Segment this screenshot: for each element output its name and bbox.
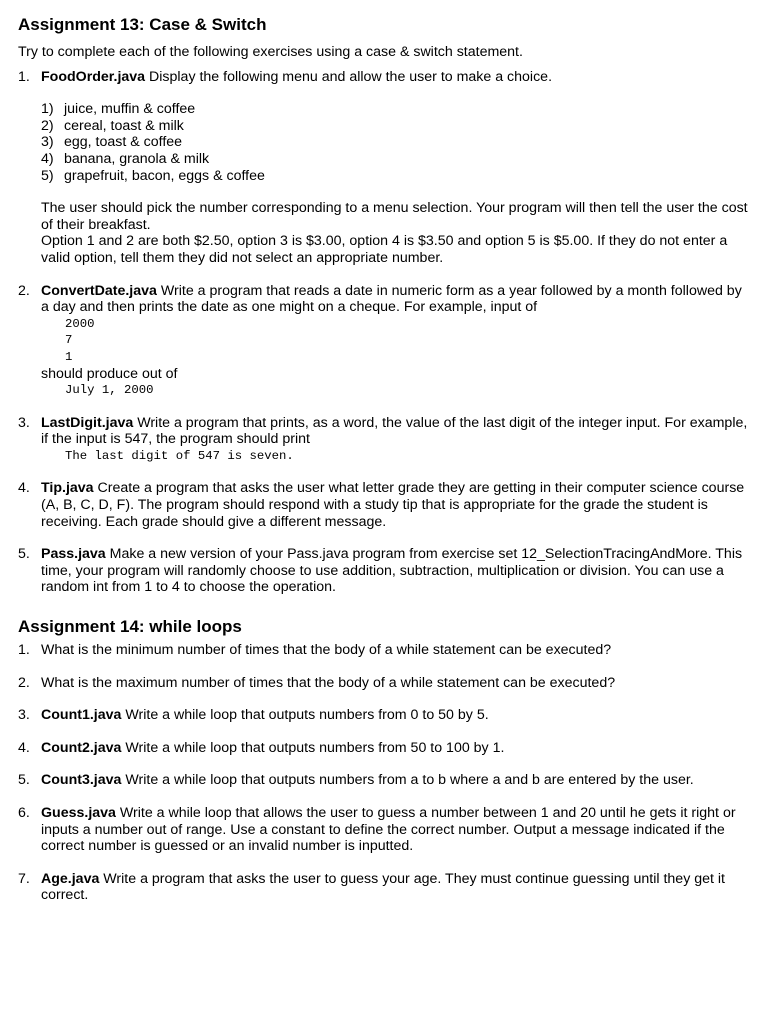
exercise-filename: Tip.java: [41, 480, 94, 497]
exercise-filename: Guess.java: [41, 805, 116, 821]
exercise-description: [41, 480, 753, 530]
assignment-13-intro: Try to complete each of the following exercises using a case & switch statement.: [18, 44, 523, 60]
exercise-text: Write a while loop that allows the user to guess a number between 1 and 20 until he gets it right or inputs a number out of range. Use a constant to define the correct number. Output a message indicated if the correct number is guessed or an invalid number is inputted.: [41, 805, 736, 855]
menu-item: [41, 134, 753, 151]
menu-item-number: 1): [41, 101, 54, 118]
exercise-number: 7.: [18, 870, 30, 887]
menu-item-text: juice, muffin & coffee: [64, 101, 196, 118]
exercise-description: [41, 740, 753, 757]
assignment-14-list: [18, 642, 753, 904]
exercise-description: [41, 675, 753, 692]
exercise-description: [41, 871, 753, 904]
exercise-14-3: [18, 707, 753, 724]
exercise-description: [41, 69, 753, 86]
exercise-description: [41, 415, 753, 448]
code-sample-line: 1: [65, 349, 73, 364]
exercise-number: 1.: [18, 642, 30, 659]
exercise-14-6: [18, 805, 753, 855]
menu-item-text: egg, toast & coffee: [64, 134, 183, 151]
exercise-description: [41, 283, 753, 316]
exercise-13-1: [18, 69, 753, 267]
assignment-14-title: Assignment 14: while loops: [18, 617, 242, 637]
document-page: [18, 14, 753, 904]
exercise-text: Write a program that prints, as a word, the value of the last digit of the integer input. For example, if the input is 547, the program should print: [41, 414, 748, 448]
exercise-filename: Count2.java: [41, 739, 122, 756]
exercise-description: [41, 772, 753, 789]
exercise-paragraph: Option 1 and 2 are both $2.50, option 3 is $3.00, option 4 is $3.50 and option 5 is $5.00. If they do not enter a valid option, tell them they did not select an appropriate number.: [41, 233, 728, 266]
exercise-14-2: [18, 675, 753, 692]
exercise-text: Make a new version of your Pass.java program from exercise set 12_SelectionTracingAndMore. This time, your program will randomly choose to use addition, subtraction, multiplication or division. You can use a random int from 1 to 4 to choose the operation.: [41, 546, 743, 596]
exercise-number: 2.: [18, 674, 30, 691]
code-sample-line: The last digit of 547 is seven.: [65, 448, 294, 463]
exercise-filename: Count3.java: [41, 772, 122, 789]
exercise-filename: Count1.java: [41, 707, 122, 724]
code-sample-line: July 1, 2000: [65, 383, 154, 398]
exercise-text: Write a while loop that outputs numbers from 50 to 100 by 1.: [121, 739, 505, 756]
exercise-text: Write a while loop that outputs numbers from a to b where a and b are entered by the user.: [121, 772, 694, 789]
exercise-13-5: [18, 546, 753, 596]
exercise-filename: LastDigit.java: [41, 414, 134, 431]
exercise-number: 4.: [18, 739, 30, 756]
exercise-number: 5.: [18, 546, 30, 563]
exercise-14-7: [18, 871, 753, 904]
assignment-13-title: Assignment 13: Case & Switch: [18, 15, 267, 34]
exercise-14-1: [18, 642, 753, 659]
exercise-13-4: [18, 480, 753, 530]
menu-item-number: 3): [41, 134, 54, 151]
menu-item-text: grapefruit, bacon, eggs & coffee: [64, 167, 265, 184]
exercise-text: Write a while loop that outputs numbers from 0 to 50 by 5.: [121, 707, 489, 724]
exercise-filename: ConvertDate.java: [41, 282, 157, 299]
menu-item: [41, 101, 753, 118]
code-sample-line: 2000: [65, 316, 95, 331]
exercise-description: [41, 642, 753, 659]
menu-item-text: cereal, toast & milk: [64, 117, 184, 134]
menu-item: [41, 118, 753, 135]
assignment-13-list: [18, 69, 753, 596]
exercise-number: 2.: [18, 282, 30, 299]
exercise-14-4: [18, 740, 753, 757]
menu-item-number: 2): [41, 117, 54, 134]
exercise-description: [41, 805, 753, 855]
exercise-number: 4.: [18, 480, 30, 497]
exercise-paragraph: should produce out of: [41, 365, 178, 382]
exercise-filename: Pass.java: [41, 546, 106, 563]
menu-item: [41, 151, 753, 168]
exercise-number: 1.: [18, 68, 30, 85]
exercise-text: Write a program that reads a date in numeric form as a year followed by a month followed by a day and then prints the date as one might on a cheque. For example, input of: [41, 282, 742, 316]
exercise-13-3: [18, 415, 753, 465]
exercise-text: Create a program that asks the user what letter grade they are getting in their computer science course (A, B, C, D, F). The program should respond with a study tip that is appropriate for the grade the student is receiving. Each grade should give a different message.: [41, 480, 745, 530]
exercise-text: What is the minimum number of times that the body of a while statement can be executed?: [41, 642, 612, 659]
exercise-text: What is the maximum number of times that the body of a while statement can be executed?: [41, 674, 616, 691]
menu-item: [41, 168, 753, 185]
exercise-text: Display the following menu and allow the user to make a choice.: [145, 68, 553, 85]
exercise-number: 3.: [18, 707, 30, 724]
exercise-text: Write a program that asks the user to guess your age. They must continue guessing until they get it correct.: [41, 870, 725, 904]
menu-item-number: 4): [41, 150, 54, 167]
exercise-number: 6.: [18, 805, 30, 821]
food-menu-list: [41, 101, 753, 184]
exercise-filename: FoodOrder.java: [41, 68, 146, 85]
exercise-description: [41, 546, 753, 596]
exercise-paragraph: The user should pick the number corresponding to a menu selection. Your program will then tell the user the cost of their breakfast.: [41, 200, 748, 233]
exercise-description: [41, 707, 753, 724]
code-sample-line: 7: [65, 333, 73, 348]
exercise-filename: Age.java: [41, 870, 100, 887]
exercise-number: 3.: [18, 414, 30, 431]
exercise-number: 5.: [18, 772, 30, 789]
exercise-14-5: [18, 772, 753, 789]
menu-item-number: 5): [41, 167, 54, 184]
exercise-13-2: [18, 283, 753, 399]
menu-item-text: banana, granola & milk: [64, 150, 210, 167]
